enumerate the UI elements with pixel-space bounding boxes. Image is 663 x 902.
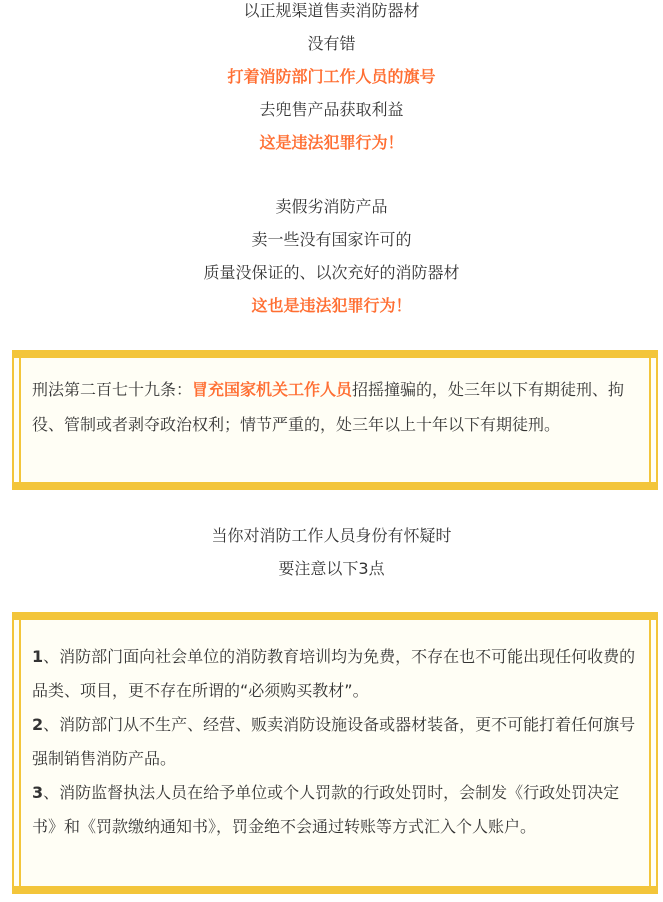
- tip-number: 2: [32, 715, 44, 734]
- law-text: [32, 372, 640, 442]
- fake-line-2: 卖一些没有国家许可的: [251, 230, 412, 249]
- fake-line-1: 卖假劣消防产品: [275, 197, 388, 216]
- fake-line-3: 质量没保证的、以次充好的消防器材: [203, 263, 460, 282]
- tip-item-3: [32, 776, 640, 844]
- intro-line-3-highlight: 打着消防部门工作人员的旗号: [227, 67, 436, 86]
- law-box: [12, 350, 658, 490]
- law-highlight: 冒充国家机关工作人员: [192, 380, 353, 399]
- doubt-line-2: 要注意以下3点: [278, 559, 385, 578]
- intro-line-4: 去兜售产品获取利益: [259, 100, 404, 119]
- tips-list: [32, 640, 640, 844]
- tip-number: 1: [32, 647, 44, 666]
- fake-line-4-highlight: 这也是违法犯罪行为！: [251, 296, 412, 315]
- fake-products-section: [0, 190, 663, 322]
- tip-text: 、消防部门面向社会单位的消防教育培训均为免费，不存在也不可能出现任何收费的品类、项目，更不存在所谓的“必须购买教材”。: [32, 647, 636, 700]
- tip-number: 3: [32, 783, 44, 802]
- doubt-section: [0, 519, 663, 585]
- intro-section: [0, 0, 663, 159]
- tip-text: 、消防监督执法人员在给予单位或个人罚款的行政处罚时，会制发《行政处罚决定书》和《罚款缴纳通知书》，罚金绝不会通过转账等方式汇入个人账户。: [32, 783, 620, 836]
- intro-line-1: 以正规渠道售卖消防器材: [243, 1, 420, 20]
- tip-item-1: [32, 640, 640, 708]
- tips-box: [12, 612, 658, 894]
- doubt-line-1: 当你对消防工作人员身份有怀疑时: [211, 526, 452, 545]
- law-rest: 招摇撞骗的，处三年以下有期徒刑、拘役、管制或者剥夺政治权利；情节严重的，处三年以上十年以下有期徒刑。: [32, 380, 625, 434]
- intro-line-2: 没有错: [307, 34, 356, 53]
- law-prefix: 刑法第二百七十九条：: [32, 380, 193, 399]
- tip-item-2: [32, 708, 640, 776]
- intro-line-5-highlight: 这是违法犯罪行为！: [259, 133, 404, 152]
- tip-text: 、消防部门从不生产、经营、贩卖消防设施设备或器材装备，更不可能打着任何旗号强制销售消防产品。: [32, 715, 636, 768]
